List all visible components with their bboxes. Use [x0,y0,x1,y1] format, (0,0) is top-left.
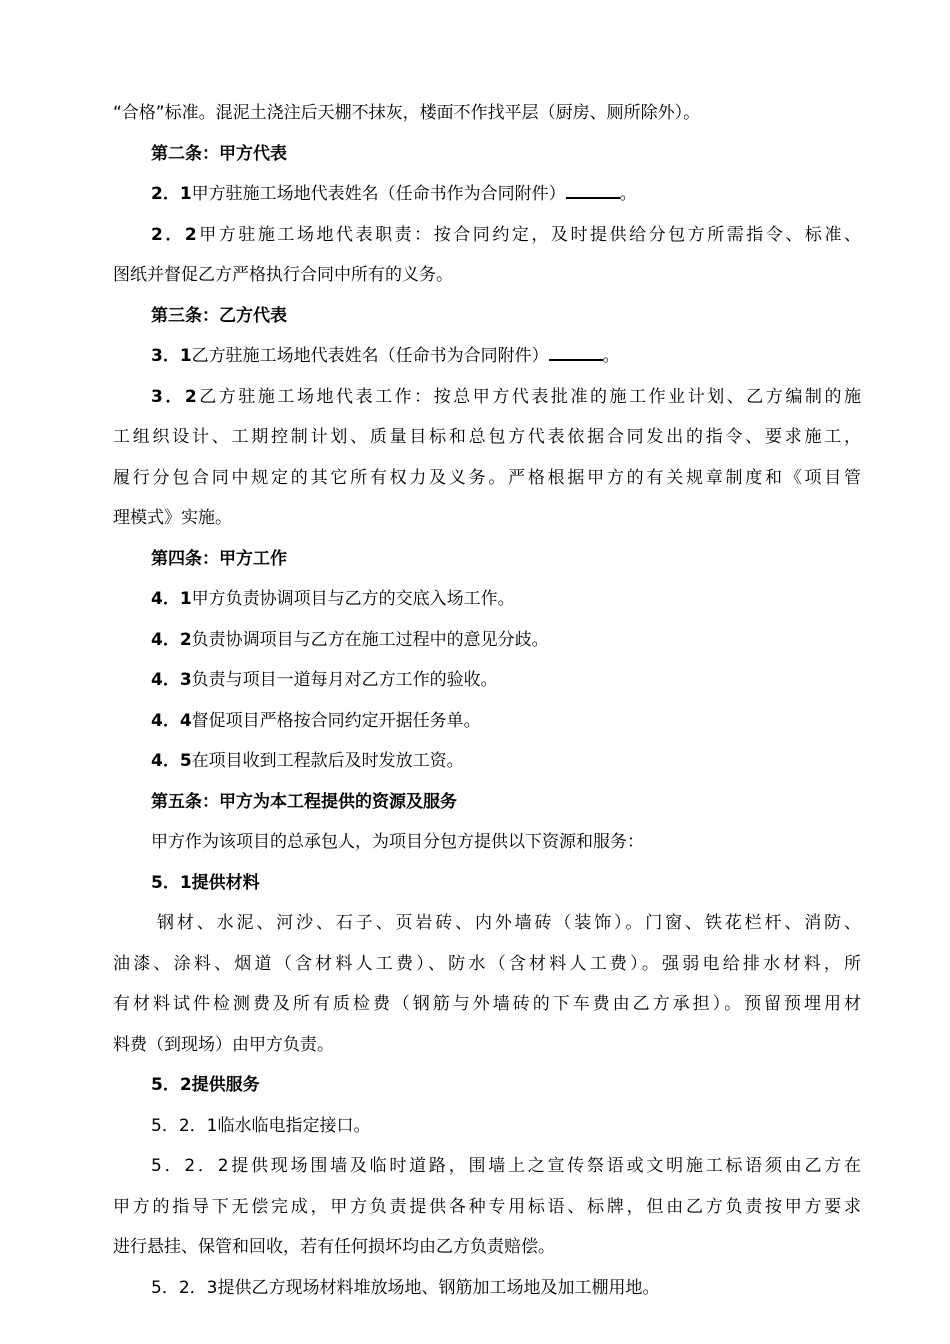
clause-5-2-3: 5．2．3提供乙方现场材料堆放场地、钢筋加工场地及加工棚用地。 [151,1277,660,1298]
clause-text: 甲方驻施工场地代表职责：按合同约定，及时提供给分包方所需指令、标准、 [196,224,861,245]
clause-number: 4．5 [151,751,192,771]
paragraph-quality-standard: “合格”标准。混泥土浇注后天棚不抹灰，楼面不作找平层（厨房、厕所除外）。 [113,103,701,123]
clause-end: 。 [602,346,620,366]
clause-3-2-line-4: 理模式》实施。 [113,508,232,528]
clause-5-1-line-2: 油漆、涂料、烟道（含材料人工费）、防水（含材料人工费）。强弱电给排水材料，所 [113,953,861,974]
clause-5-1-line-3: 有材料试件检测费及所有质检费（钢筋与外墙砖的下车费由乙方承担）。预留预埋用材 [113,994,861,1014]
article-5-intro: 甲方作为该项目的总承包人，为项目分包方提供以下资源和服务： [151,832,644,852]
clause-4-4 [113,701,861,742]
clause-4-5 [113,741,861,782]
clause-text: 督促项目严格按合同约定开据任务单。 [191,710,481,731]
clause-number: 3．1 [151,346,192,366]
clause-3-1 [113,336,861,377]
clause-4-3 [113,660,861,701]
heading-article-5: 第五条：甲方为本工程提供的资源及服务 [151,791,457,812]
clause-number: 4．3 [151,670,192,690]
clause-end: 。 [619,184,637,204]
clause-5-2-2-line-1: 5．2．2提供现场围墙及临时道路，围墙上之宣传祭语或文明施工标语须由乙方在 [151,1156,861,1176]
clause-5-1-line-4: 料费（到现场）由甲方负责。 [113,1034,334,1055]
heading-article-2: 第二条：甲方代表 [151,143,287,164]
clause-number: 4．4 [151,710,192,731]
clause-text: 乙方驻施工场地代表姓名（任命书为合同附件） [191,346,549,366]
document-body [113,93,861,1308]
clause-number: 3．2 [151,386,197,407]
clause-text: 甲方负责协调项目与乙方的交底入场工作。 [191,589,515,609]
clause-4-1 [113,579,861,620]
clause-3-2-line-2: 工组织设计、工期控制计划、质量目标和总包方代表依据合同发出的指令、要求施工， [113,427,861,447]
clause-number: 4．2 [151,629,192,650]
clause-3-2-line-3: 履行分包合同中规定的其它所有权力及义务。严格根据甲方的有关规章制度和《项目管 [113,467,861,488]
clause-number: 2．1 [151,184,192,204]
clause-2-2-line-2: 图纸并督促乙方严格执行合同中所有的义务。 [113,265,453,285]
clause-3-2-line-1 [113,377,861,418]
clause-5-2-2-line-2: 甲方的指导下无偿完成，甲方负责提供各种专用标语、标牌，但由乙方负责按甲方要求 [113,1196,861,1217]
heading-5-2: 5．2提供服务 [151,1075,260,1095]
heading-article-3: 第三条：乙方代表 [151,305,287,326]
heading-5-1: 5．1提供材料 [151,872,260,893]
clause-text: 负责协调项目与乙方在施工过程中的意见分歧。 [191,629,549,650]
clause-5-2-2-line-3: 进行悬挂、保管和回收，若有任何损坏均由乙方负责赔偿。 [113,1237,555,1257]
clause-2-1 [113,174,861,215]
clause-text: 在项目收到工程款后及时发放工资。 [191,751,464,771]
fill-in-blank [566,181,620,199]
clause-text: 乙方驻施工场地代表工作：按总甲方代表批准的施工作业计划、乙方编制的施 [196,386,861,407]
clause-number: 4．1 [151,589,192,609]
clause-5-1-line-1: 钢材、水泥、河沙、石子、页岩砖、内外墙砖（装饰）。门窗、铁花栏杆、消防、 [157,913,861,933]
clause-5-2-1: 5．2．1临水临电指定接口。 [151,1115,371,1136]
clause-4-2 [113,620,861,661]
heading-article-4: 第四条：甲方工作 [151,548,287,569]
clause-number: 2．2 [151,224,197,245]
clause-2-2-line-1 [113,215,861,256]
clause-text: 负责与项目一道每月对乙方工作的验收。 [191,670,498,690]
fill-in-blank [549,343,603,361]
clause-text: 甲方驻施工场地代表姓名（任命书作为合同附件） [191,184,566,204]
